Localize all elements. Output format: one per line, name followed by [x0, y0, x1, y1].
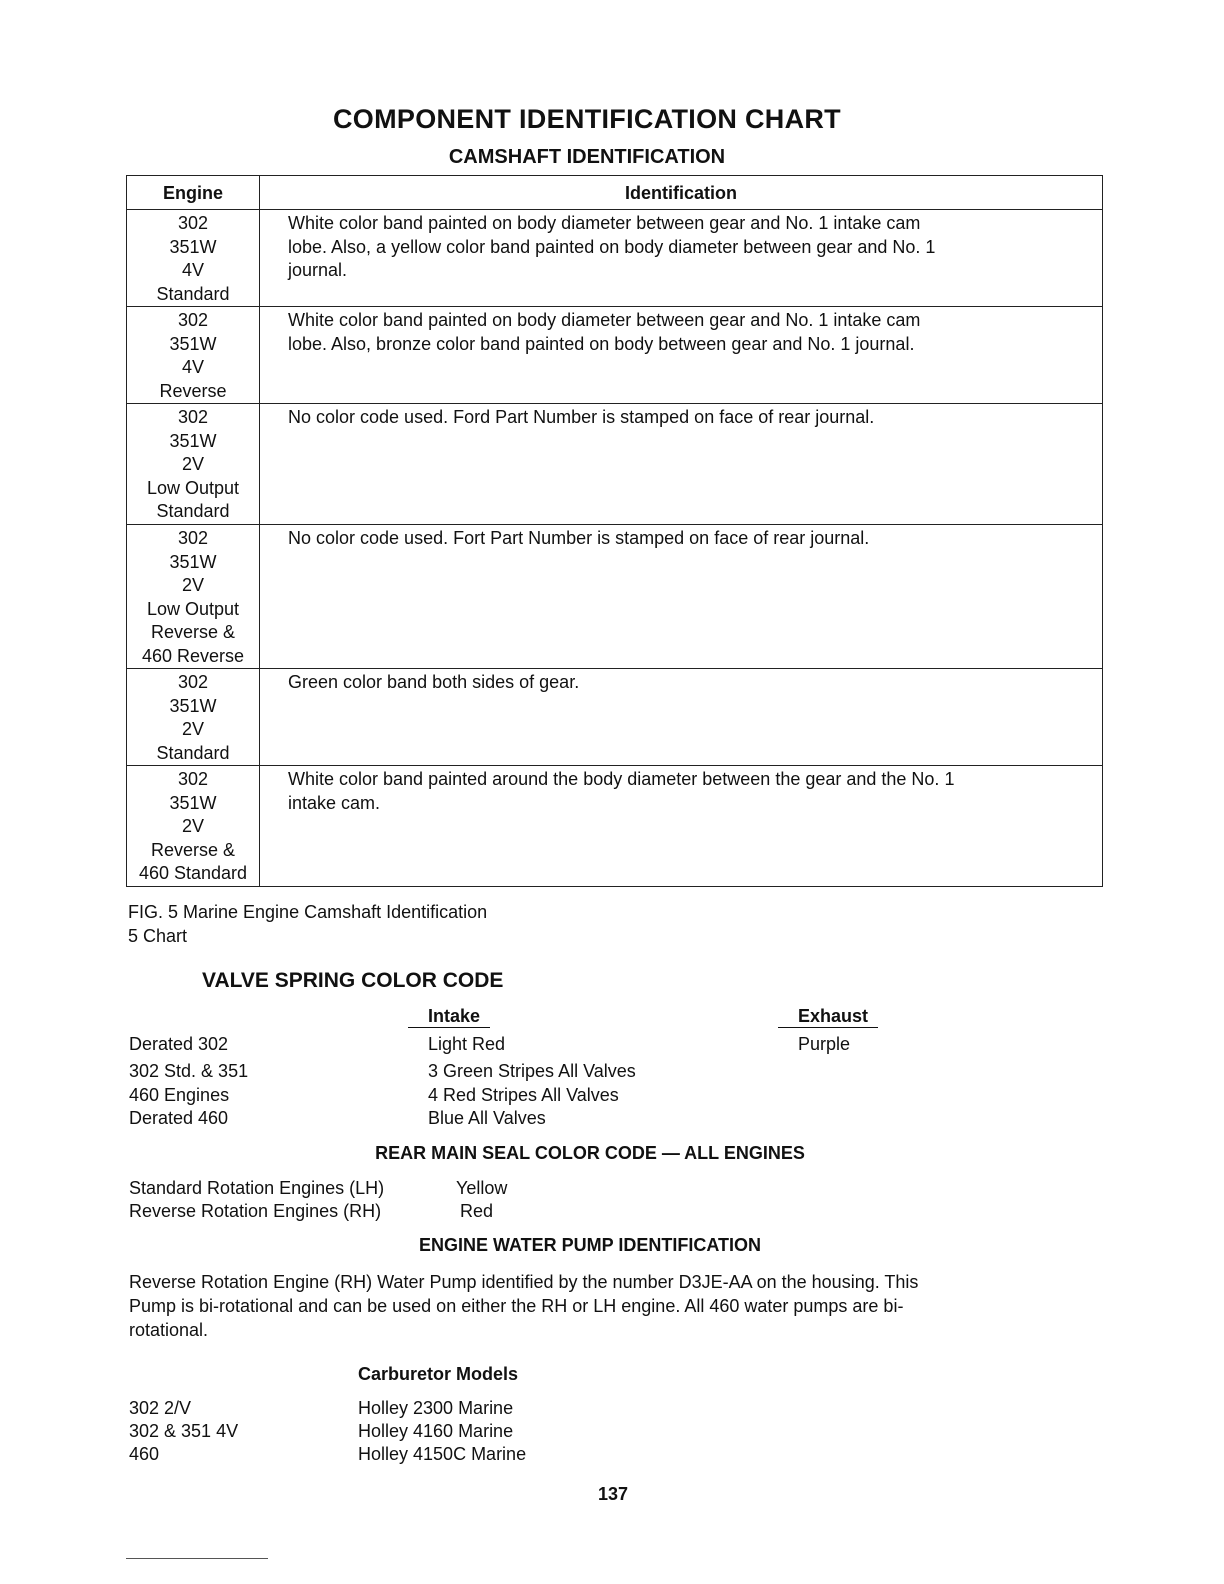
identification-cell	[260, 307, 1103, 404]
engine-line: 351W	[169, 236, 217, 257]
carb-engine: 302 & 351 4V	[129, 1421, 239, 1441]
caption-line: FIG. 5 Marine Engine Camshaft Identification	[128, 902, 488, 922]
valve-engine: 302 Std. & 351	[129, 1061, 249, 1081]
engine-line: 351W	[169, 551, 217, 572]
engine-line: 4V	[181, 260, 205, 280]
table-header-row	[127, 176, 1103, 210]
engine-cell	[127, 766, 260, 887]
identification-column-header: Identification	[260, 176, 1103, 210]
carb-model: Holley 4150C Marine	[358, 1444, 527, 1464]
identification-cell	[260, 210, 1103, 307]
valve-intake: Light Red	[428, 1034, 506, 1054]
table-row	[127, 669, 1103, 766]
identification-line: White color band painted on body diameter between gear and No. 1 intake cam	[288, 213, 921, 233]
engine-line: Low Output	[146, 598, 240, 619]
engine-line: 302	[177, 672, 209, 692]
engine-line: Standard	[156, 283, 230, 304]
engine-cell	[127, 525, 260, 669]
paragraph-line: Reverse Rotation Engine (RH) Water Pump identified by the number D3JE-AA on the housing. This	[129, 1272, 919, 1292]
engine-line: 351W	[169, 430, 217, 451]
engine-line: Reverse	[159, 380, 227, 401]
carb-engine: 302 2/V	[129, 1398, 192, 1418]
engine-cell	[127, 669, 260, 766]
identification-cell	[260, 766, 1103, 887]
caption-line: 5 Chart	[128, 926, 188, 946]
identification-line: intake cam.	[288, 792, 381, 813]
identification-line: White color band painted on body diameter between gear and No. 1 intake cam	[288, 310, 921, 330]
carb-model: Holley 4160 Marine	[358, 1421, 514, 1441]
identification-line: No color code used. Ford Part Number is stamped on face of rear journal.	[288, 407, 875, 427]
engine-line: 302	[177, 528, 209, 548]
engine-cell	[127, 307, 260, 404]
camshaft-table	[126, 175, 1103, 887]
engine-line: 351W	[169, 792, 217, 813]
valve-engine: Derated 460	[129, 1108, 229, 1128]
figure-caption	[128, 900, 487, 948]
seal-label: Reverse Rotation Engines (RH)	[129, 1201, 382, 1221]
exhaust-header	[778, 1006, 878, 1027]
rear-main-seal-heading: REAR MAIN SEAL COLOR CODE — ALL ENGINES	[375, 1143, 805, 1163]
engine-line: 460 Standard	[138, 863, 248, 883]
identification-cell	[260, 525, 1103, 669]
identification-line: White color band painted around the body diameter between the gear and the No. 1	[288, 769, 955, 789]
seal-value: Yellow	[456, 1178, 508, 1198]
page-title: COMPONENT IDENTIFICATION CHART	[333, 104, 841, 134]
engine-line: 2V	[181, 454, 205, 474]
camshaft-heading: CAMSHAFT IDENTIFICATION	[448, 146, 726, 168]
table-row	[127, 525, 1103, 669]
carb-model: Holley 2300 Marine	[358, 1398, 514, 1418]
water-pump-paragraph	[129, 1270, 918, 1342]
table-row	[127, 210, 1103, 307]
valve-intake: Blue All Valves	[428, 1108, 546, 1128]
engine-column-header: Engine	[127, 176, 260, 210]
valve-exhaust: Purple	[798, 1034, 851, 1054]
identification-cell	[260, 669, 1103, 766]
water-pump-heading: ENGINE WATER PUMP IDENTIFICATION	[418, 1235, 761, 1255]
engine-line: 2V	[181, 575, 205, 595]
engine-line: 302	[177, 310, 209, 330]
valve-engine: Derated 302	[129, 1034, 229, 1054]
seal-label: Standard Rotation Engines (LH)	[129, 1178, 385, 1198]
engine-line: 351W	[169, 333, 217, 354]
engine-line: 302	[177, 213, 209, 233]
engine-line: 2V	[181, 719, 205, 739]
page-number: 137	[598, 1484, 629, 1504]
footer-rule	[126, 1558, 268, 1559]
identification-line: Green color band both sides of gear.	[288, 672, 580, 692]
valve-intake: 4 Red Stripes All Valves	[428, 1085, 619, 1105]
intake-header-label: Intake	[408, 1006, 490, 1028]
engine-line: 351W	[169, 695, 217, 716]
table-row	[127, 307, 1103, 404]
exhaust-header-label: Exhaust	[778, 1006, 878, 1028]
engine-cell	[127, 210, 260, 307]
identification-line: journal.	[288, 260, 348, 280]
engine-cell	[127, 404, 260, 525]
engine-line: 4V	[181, 357, 205, 377]
valve-engine: 460 Engines	[129, 1085, 230, 1105]
engine-line: Low Output	[146, 477, 240, 498]
engine-line: 460 Reverse	[141, 645, 245, 666]
engine-line: Standard	[156, 742, 230, 763]
paragraph-line: rotational.	[129, 1320, 209, 1340]
valve-spring-heading: VALVE SPRING COLOR CODE	[202, 969, 504, 992]
carburetor-heading: Carburetor Models	[358, 1364, 519, 1384]
identification-line: lobe. Also, a yellow color band painted on body diameter between gear and No. 1	[288, 236, 936, 257]
paragraph-line: Pump is bi-rotational and can be used on either the RH or LH engine. All 460 water pumps are bi-	[129, 1296, 904, 1316]
engine-line: 302	[177, 769, 209, 789]
table-row	[127, 404, 1103, 525]
table-row	[127, 766, 1103, 887]
engine-line: 302	[177, 407, 209, 427]
engine-line: 2V	[181, 816, 205, 836]
intake-header	[408, 1006, 490, 1027]
identification-line: No color code used. Fort Part Number is stamped on face of rear journal.	[288, 528, 870, 548]
carb-engine: 460	[129, 1444, 160, 1464]
engine-line: Reverse &	[150, 839, 236, 860]
valve-intake: 3 Green Stripes All Valves	[428, 1061, 636, 1081]
identification-line: lobe. Also, bronze color band painted on body between gear and No. 1 journal.	[288, 333, 915, 354]
engine-line: Standard	[156, 501, 230, 521]
seal-value: Red	[460, 1201, 494, 1221]
engine-line: Reverse &	[150, 622, 236, 642]
identification-cell	[260, 404, 1103, 525]
